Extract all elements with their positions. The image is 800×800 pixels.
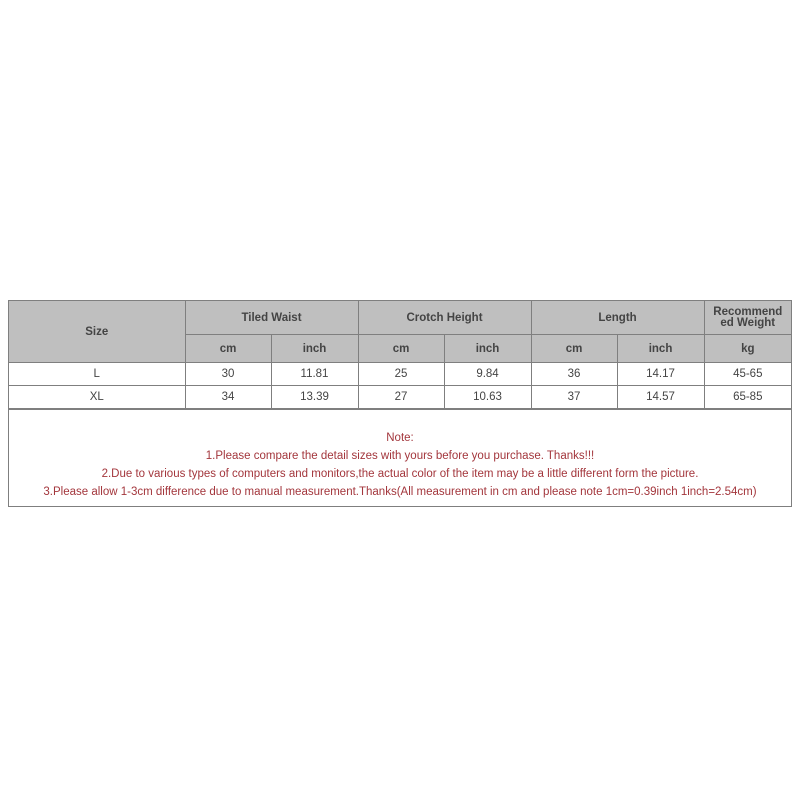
header-crotch-height: Crotch Height xyxy=(358,301,531,335)
table-cell: 11.81 xyxy=(271,363,358,386)
header-recommended-weight-line1: Recommend xyxy=(713,305,783,318)
table-cell: 45-65 xyxy=(704,363,791,386)
table-cell: 13.39 xyxy=(271,386,358,409)
unit-cell: cm xyxy=(358,335,444,363)
size-cell: XL xyxy=(9,386,185,409)
unit-cell: cm xyxy=(185,335,271,363)
unit-cell: inch xyxy=(271,335,358,363)
header-tiled-waist: Tiled Waist xyxy=(185,301,358,335)
note-line: 1.Please compare the detail sizes with yours before you purchase. Thanks!!! xyxy=(205,450,595,462)
table-cell: 9.84 xyxy=(444,363,531,386)
table-cell: 14.57 xyxy=(617,386,704,409)
unit-cell: inch xyxy=(617,335,704,363)
size-chart xyxy=(8,300,792,507)
size-cell: L xyxy=(9,363,185,386)
header-length: Length xyxy=(531,301,704,335)
table-cell: 34 xyxy=(185,386,271,409)
table-cell: 25 xyxy=(358,363,444,386)
table-cell: 65-85 xyxy=(704,386,791,409)
table-row xyxy=(9,363,791,386)
table-cell: 36 xyxy=(531,363,617,386)
table-cell: 10.63 xyxy=(444,386,531,409)
notes-section xyxy=(9,409,791,506)
header-recommended-weight-line2: ed Weight xyxy=(720,316,776,329)
table-cell: 27 xyxy=(358,386,444,409)
unit-cell: inch xyxy=(444,335,531,363)
table-cell: 37 xyxy=(531,386,617,409)
note-title: Note: xyxy=(386,432,414,444)
header-recommended-weight xyxy=(704,301,791,335)
table-cell: 14.17 xyxy=(617,363,704,386)
header-size: Size xyxy=(9,301,185,363)
unit-cell: cm xyxy=(531,335,617,363)
header-row-groups xyxy=(9,301,791,335)
unit-cell: kg xyxy=(704,335,791,363)
note-line: 2.Due to various types of computers and monitors,the actual color of the item may be a little different form the picture. xyxy=(101,468,699,480)
size-table xyxy=(9,301,791,409)
table-cell: 30 xyxy=(185,363,271,386)
note-line: 3.Please allow 1-3cm difference due to manual measurement.Thanks(All measurement in cm and please note 1cm=0.39inch 1inch=2.54cm) xyxy=(43,486,757,498)
table-row xyxy=(9,386,791,409)
